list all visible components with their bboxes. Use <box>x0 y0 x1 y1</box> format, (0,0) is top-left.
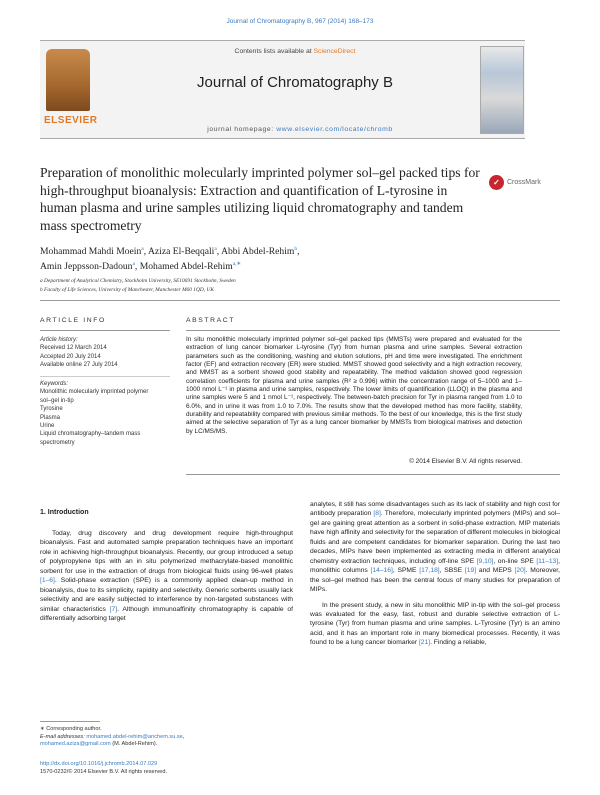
divider <box>186 330 560 331</box>
reference-link[interactable]: [11–13] <box>536 557 559 565</box>
paragraph-text: . Finding a reliable, <box>430 639 487 647</box>
paragraph-text: analytes, it still has some disadvantages such as its lack of stability and high cost for antibody preparation <box>310 501 560 518</box>
author-affil-mark[interactable]: a,∗ <box>232 261 242 268</box>
corresponding-author-note: ∗ Corresponding author. <box>40 726 102 732</box>
keyword: Liquid chromatography–tandem mass <box>40 431 141 438</box>
keywords-label: Keywords: <box>40 381 69 387</box>
crossmark-icon: ✓ <box>489 175 504 190</box>
author-affil-mark[interactable]: a <box>132 261 135 268</box>
paragraph <box>310 500 560 595</box>
author-affil-mark[interactable]: a <box>141 246 144 252</box>
paragraph-text: . Although immunoaffinity chromatography is capable of differentially adsorbing target <box>40 605 293 623</box>
reference-link[interactable]: [17,18] <box>419 567 440 575</box>
keyword: Urine <box>40 423 55 430</box>
author-affil-mark[interactable]: a <box>214 246 217 252</box>
section-heading-introduction: 1. Introduction <box>40 509 89 516</box>
keyword: spectrometry <box>40 439 75 446</box>
author-name[interactable]: Aziza El-Beqqali <box>148 246 215 258</box>
reference-link[interactable]: [14–16] <box>370 567 393 575</box>
author-name[interactable]: Amin Jeppsson-Dadoun <box>40 261 133 273</box>
footnotes <box>40 726 300 749</box>
crossmark-button[interactable] <box>489 175 541 190</box>
doi-link[interactable]: http://dx.doi.org/10.1016/j.jchromb.2014.07.029 <box>40 761 158 767</box>
accepted-date: Accepted 20 July 2014 <box>40 353 101 360</box>
reference-link[interactable]: [1–6] <box>40 577 55 585</box>
affiliation-line: b Faculty of Life Sciences, University of Manchester, Manchester M60 1QD, UK <box>40 286 214 293</box>
paragraph-text: , SBSE <box>439 567 465 575</box>
body-column-right <box>310 500 560 648</box>
doi-block <box>40 761 340 776</box>
keyword: Monolithic molecularly imprinted polymer <box>40 389 149 396</box>
crossmark-label: CrossMark <box>507 179 541 186</box>
footnote-divider <box>40 721 100 722</box>
paragraph-text: , SPME <box>392 567 420 575</box>
email-link[interactable]: mohamed.abdel-rehim@anchem.su.se <box>86 733 183 740</box>
article-history <box>40 336 175 370</box>
divider <box>40 330 170 331</box>
sciencedirect-link[interactable]: ScienceDirect <box>313 48 356 55</box>
journal-homepage-line <box>120 126 480 133</box>
affiliation-line: a Department of Analytical Chemistry, Stockholm University, SE10691 Stockholm, Sweden <box>40 278 236 284</box>
received-date: Received 12 March 2014 <box>40 345 107 352</box>
contents-prefix: Contents lists available at <box>234 48 314 55</box>
reference-link[interactable]: [8] <box>373 510 381 518</box>
keywords-block <box>40 380 175 447</box>
journal-title: Journal of Chromatography B <box>197 74 393 91</box>
paragraph-text: . Solid-phase extraction (SPE) is a commonly applied clean-up method in bioanalysis, due to its simplicity, rapidity and selectivity. Generic sorbents usually lack selectivity and are easily subjected to interference by non-targeted substances with similar characteristics <box>40 577 293 613</box>
keyword: sol–gel in-tip <box>40 397 74 404</box>
author-name[interactable]: Mohammad Mahdi Moein <box>40 246 142 258</box>
email-separator: , <box>182 733 185 740</box>
reference-link[interactable]: [7] <box>109 605 118 613</box>
divider <box>186 474 560 475</box>
paragraph-text: and MEPS <box>476 567 515 575</box>
issn-line: 1570-0232/© 2014 Elsevier B.V. All rights reserved. <box>40 768 168 775</box>
homepage-prefix: journal homepage: <box>207 126 277 133</box>
body-column-left <box>40 529 293 624</box>
affiliations <box>40 277 500 294</box>
email-owner: (M. Abdel-Rehim). <box>110 741 158 748</box>
author-list: Mohammad Mahdi Moein$^a$, Aziza El-Beqqali$^a$, Abbi Abdel-Rehim$^b$, Amin Jeppsson-Dadoun$^a$, Mohamed Abdel-Rehim$^{a,∗}$ <box>40 246 300 273</box>
reference-link[interactable]: [19] <box>464 567 477 575</box>
divider <box>40 300 560 301</box>
abstract-heading: ABSTRACT <box>186 317 236 324</box>
reference-link[interactable]: [21] <box>418 639 431 647</box>
article-title: Preparation of monolithic molecularly imprinted polymer sol–gel packed tips for high-throughput bioanalysis: Extraction and quantification of L-tyrosine in human plasma and urine samples utilizing liquid chromatography and tandem mass spectrometry <box>40 165 480 233</box>
online-date: Available online 27 July 2014 <box>40 362 118 369</box>
paragraph <box>40 529 293 624</box>
abstract-text: In situ monolithic molecularly imprinted polymer sol–gel packed tips (MMSTs) were prepared and evaluated for the extraction of lung cancer biomarker L-tyrosine (Tyr) from human plasma and urine samples. Several extraction parameters such as the conditioning, washing and elution solutions, pH and time were investigated. The enrichment factor (EF) and extraction recovery (ER) were studied. MMST showed good selectivity and a high extraction recovery, and MMST as a sorbent showed good stability and repeatability. The method validation showed good regression correlation coefficients for plasma and urine samples (R² ≥ 0.996) within the concentration range of 5–1000 and 1–1000 nmol L⁻¹ in plasma and urine samples, respectively. The lower limits of quantification (LLOQ) in the plasma and urine samples were 5 and 1 nmol L⁻¹, respectively. The between-batch precision for Tyr in plasma ranged from 1.0 to 6.0%, and in urine it was from 1.0 to 7.0%. The results show that the developed method has more facility, stability, durability and repeatability compared with previous similar methods. To the best of our knowledge, this is the first study aimed at the selective separation of Tyr as a lung cancer biomarker by MMSTs from biological matrixes and detection by LC/MS/MS. <box>186 336 522 435</box>
divider <box>40 376 170 377</box>
email-link[interactable]: mohamed.aziza@gmail.com <box>40 741 111 748</box>
elsevier-tree-icon <box>46 49 90 111</box>
history-label: Article history: <box>40 337 78 343</box>
contents-available-line <box>120 48 470 55</box>
copyright-notice: © 2014 Elsevier B.V. All rights reserved. <box>409 458 522 465</box>
author-name[interactable]: Mohamed Abdel-Rehim <box>139 261 233 273</box>
paragraph-text: . Therefore, molecularly imprinted polymers (MIPs) and sol–gel are gaining great attention as a sorbent in solid-phase extraction. MIP materials have high affinity and selectivity for the separation of different molecules in biological fluids and are competent candidates for biomarker separation. During the last two decades, MIPs have been implemented as extracting media in different analytical chemistry extraction techniques, including off-line SPE <box>310 510 560 565</box>
journal-cover-thumbnail <box>480 46 524 134</box>
email-line <box>40 741 300 749</box>
reference-link[interactable]: [20] <box>514 567 526 575</box>
article-info-heading: ARTICLE INFO <box>40 317 106 324</box>
elsevier-logo[interactable] <box>44 45 98 129</box>
paragraph-text: , on-line SPE <box>493 557 537 565</box>
homepage-link[interactable]: www.elsevier.com/locate/chromb <box>276 126 393 133</box>
journal-citation[interactable]: Journal of Chromatography B, 967 (2014) 168–173 <box>226 18 374 25</box>
paragraph-text: In the present study, a new in situ monolithic MIP in-tip with the sol–gel process was evaluated for the easy, fast, robust and durable selective extraction of L-tyrosine (Tyr) from human plasma and urine samples. L-Tyrosine (Tyr) is an amino acid, and it has an important role in many biomedical processes. Recently, it was found to be a lung cancer biomarker <box>310 601 560 647</box>
publisher-name: ELSEVIER <box>44 115 98 126</box>
keyword: Tyrosine <box>40 406 63 413</box>
author-name[interactable]: Abbi Abdel-Rehim <box>221 246 295 258</box>
paragraph-text: , monolithic columns <box>310 557 560 575</box>
keyword: Plasma <box>40 414 61 421</box>
email-label: E-mail addresses: <box>40 733 87 740</box>
author-affil-mark[interactable]: b <box>294 246 298 252</box>
paragraph <box>310 601 560 648</box>
paragraph-text: Today, drug discovery and drug development require high-throughput bioanalysis. Fast and automated sample preparation techniques have an important role in achieving high-throughput bioanalysis. Recently, our group introduced a setup of polypropylene tips with an in situ polymerized methacrylate-based monolithic sorbent for use in the extraction of drugs from biological fluids using 96-well plates <box>40 530 293 575</box>
paragraph-text: . Moreover, the sol–gel method has been the central focus of many studies for preparation of MIPs. <box>310 567 561 594</box>
email-line <box>40 734 300 742</box>
reference-link[interactable]: [9,10] <box>476 557 494 565</box>
